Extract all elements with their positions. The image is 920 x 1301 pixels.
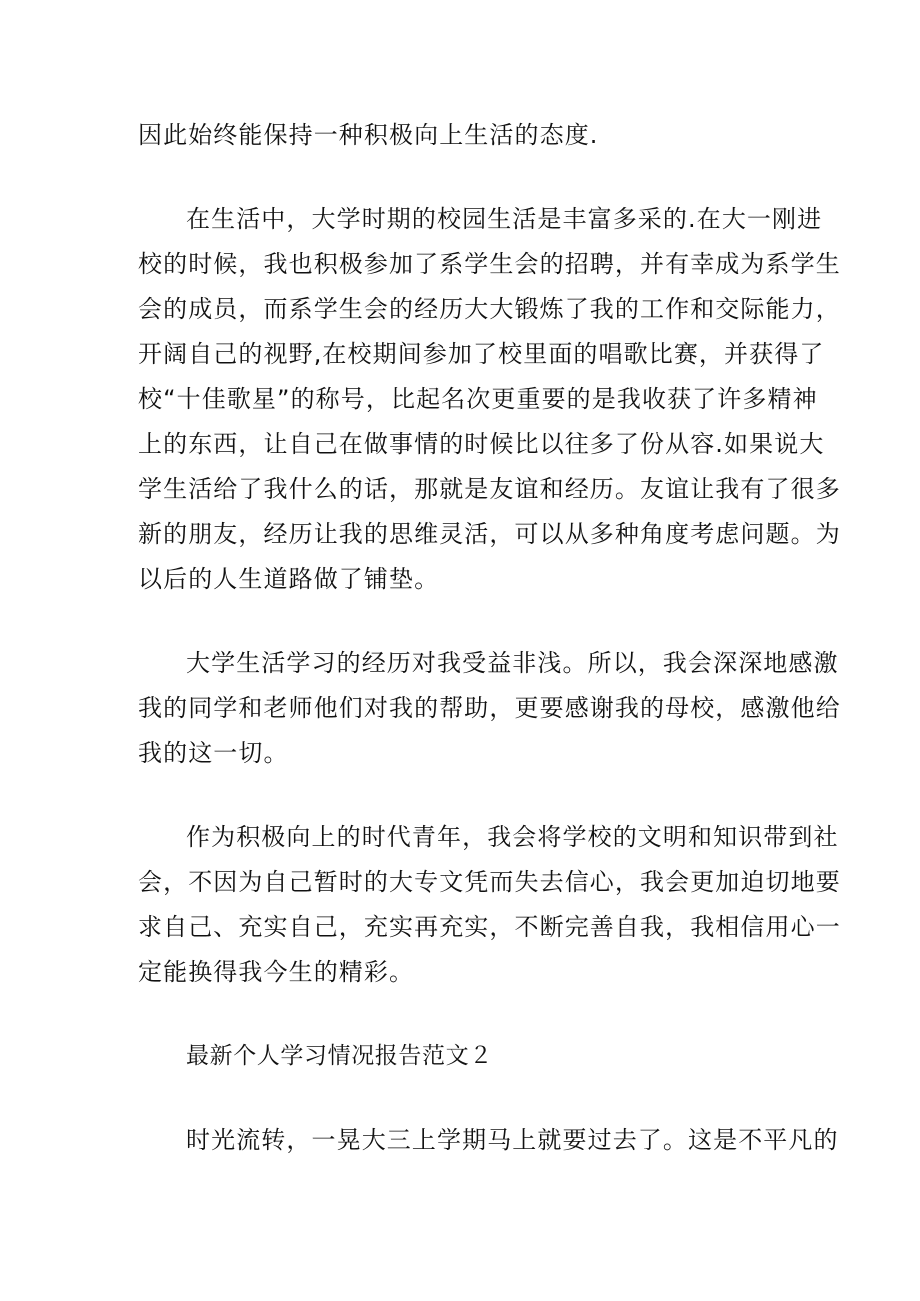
paragraph-line: 开阔自己的视野,在校期间参加了校里面的唱歌比赛，并获得了 <box>138 340 825 368</box>
paragraph-line: 定能换得我今生的精彩。 <box>138 958 415 986</box>
paragraph-line: 我的同学和老师他们对我的帮助，更要感谢我的母校，感激他给 <box>138 694 841 722</box>
paragraph-line: 以后的人生道路做了铺垫。 <box>138 565 440 593</box>
paragraph-line: 上的东西，让自己在做事情的时候比以往多了份从容.如果说大 <box>138 430 825 458</box>
paragraph-line: 会，不因为自己暂时的大专文凭而失去信心，我会更加迫切地要 <box>138 868 841 896</box>
paragraph-line: 求自己、充实自己，充实再充实，不断完善自我，我相信用心一 <box>138 913 841 941</box>
paragraph-line: 校的时候，我也积极参加了系学生会的招聘，并有幸成为系学生 <box>138 250 841 278</box>
paragraph-line: 学生活给了我什么的话，那就是友谊和经历。友谊让我有了很多 <box>138 475 841 503</box>
paragraph-line: 作为积极向上的时代青年，我会将学校的文明和知识带到社 <box>186 823 839 851</box>
paragraph-line: 在生活中，大学时期的校园生活是丰富多采的.在大一刚进 <box>186 205 823 233</box>
paragraph-line: 大学生活学习的经历对我受益非浅。所以，我会深深地感激 <box>186 649 839 677</box>
paragraph-line: 我的这一切。 <box>138 739 289 767</box>
paragraph-line: 校“十佳歌星”的称号，比起名次更重要的是我收获了许多精神 <box>138 385 818 413</box>
paragraph-line: 时光流转，一晃大三上学期马上就要过去了。这是不平凡的 <box>186 1126 839 1154</box>
paragraph-line: 因此始终能保持一种积极向上生活的态度. <box>138 121 599 149</box>
paragraph-line: 新的朋友，经历让我的思维灵活，可以从多种角度考虑问题。为 <box>138 520 841 548</box>
paragraph-line: 会的成员，而系学生会的经历大大锻炼了我的工作和交际能力， <box>138 295 841 323</box>
section-heading: 最新个人学习情况报告范文２ <box>186 1043 493 1069</box>
